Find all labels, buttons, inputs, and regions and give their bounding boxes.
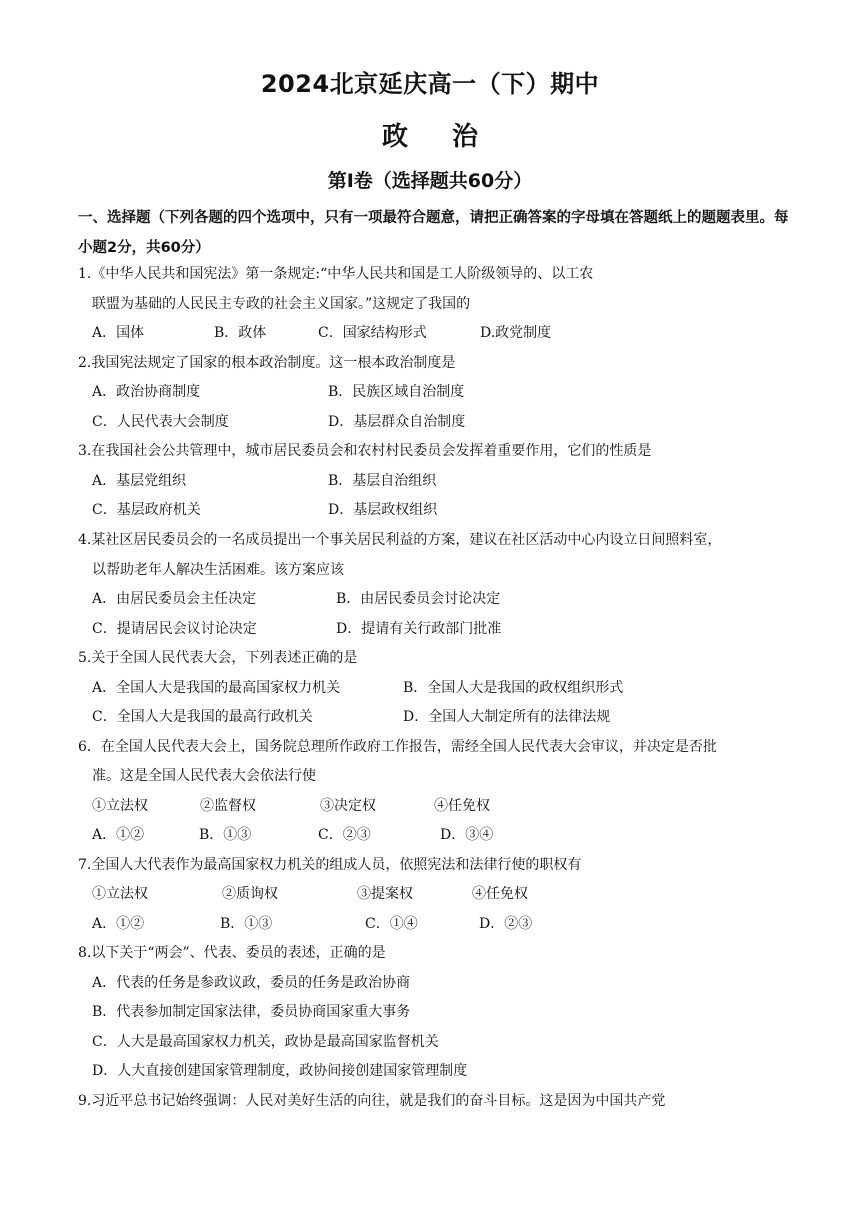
question-5-option-a: A．全国人大是我国的最高国家权力机关 xyxy=(92,680,341,696)
question-8-stem: 8.以下关于“两会”、代表、委员的表述，正确的是 xyxy=(78,945,386,961)
question-4-option-b: B．由居民委员会讨论决定 xyxy=(336,591,501,607)
question-7-item-2: ②质询权 xyxy=(222,886,278,902)
question-4-option-c: C．提请居民会议讨论决定 xyxy=(92,621,257,637)
question-6-item-3: ③决定权 xyxy=(320,798,376,814)
question-8-option-c: C．人大是最高国家权力机关，政协是最高国家监督机关 xyxy=(92,1034,439,1050)
question-4-stem-line-2: 以帮助老年人解决生活困难。该方案应该 xyxy=(92,562,344,578)
question-3-option-a: A．基层党组织 xyxy=(92,473,187,489)
question-2-option-b: B．民族区域自治制度 xyxy=(328,384,465,400)
subject-title: 政治 xyxy=(381,122,522,152)
question-6-stem-line-1: 6．在全国人民代表大会上，国务院总理所作政府工作报告，需经全国人民代表大会审议，并决定是否批 xyxy=(78,739,717,755)
question-1-option-b: B．政体 xyxy=(214,325,267,341)
part-title: 第Ⅰ卷（选择题共60分） xyxy=(327,170,533,192)
question-8-option-a: A．代表的任务是参政议政，委员的任务是政治协商 xyxy=(92,975,411,991)
question-4-option-a: A．由居民委员会主任决定 xyxy=(92,591,257,607)
question-5-stem: 5.关于全国人民代表大会，下列表述正确的是 xyxy=(78,650,358,666)
question-8-option-d: D．人大直接创建国家管理制度，政协间接创建国家管理制度 xyxy=(92,1063,468,1079)
question-4-stem-line-1: 4.某社区居民委员会的一名成员提出一个事关居民利益的方案，建议在社区活动中心内设立日间照料室， xyxy=(78,532,722,548)
question-3-option-d: D．基层政权组织 xyxy=(328,502,438,518)
question-1-option-d: D.政党制度 xyxy=(480,325,552,341)
question-2-option-c: C．人民代表大会制度 xyxy=(92,414,229,430)
question-7-option-c: C．①④ xyxy=(365,916,418,932)
question-5-option-b: B．全国人大是我国的政权组织形式 xyxy=(403,680,624,696)
question-8-option-b: B．代表参加制定国家法律，委员协商国家重大事务 xyxy=(92,1004,411,1020)
question-6-item-4: ④任免权 xyxy=(434,798,490,814)
question-7-item-4: ④任免权 xyxy=(472,886,528,902)
question-3-stem: 3.在我国社会公共管理中，城市居民委员会和农村村民委员会发挥着重要作用，它们的性质是 xyxy=(78,443,652,459)
question-4-option-d: D．提请有关行政部门批准 xyxy=(336,621,502,637)
question-7-option-d: D．②③ xyxy=(479,916,533,932)
section-instructions: 一、选择题（下列各题的四个选项中，只有一项最符合题意，请把正确答案的字母填在答题纸上的题题表里。每小题2分，共60分） xyxy=(78,210,789,256)
question-7-stem: 7.全国人大代表作为最高国家权力机关的组成人员，依照宪法和法律行使的职权有 xyxy=(78,857,582,873)
question-5-option-d: D．全国人大制定所有的法律法规 xyxy=(403,709,611,725)
question-9-stem: 9.习近平总书记始终强调：人民对美好生活的向往，就是我们的奋斗目标。这是因为中国共产党 xyxy=(78,1093,666,1109)
question-6-option-c: C．②③ xyxy=(318,827,371,843)
question-6-option-b: B．①③ xyxy=(199,827,252,843)
question-2-option-d: D．基层群众自治制度 xyxy=(328,414,466,430)
question-7-option-b: B．①③ xyxy=(220,916,273,932)
question-7-option-a: A．①② xyxy=(92,916,145,932)
question-2-stem: 2.我国宪法规定了国家的根本政治制度。这一根本政治制度是 xyxy=(78,355,456,371)
question-6-option-a: A．①② xyxy=(92,827,145,843)
question-1-option-a: A．国体 xyxy=(92,325,145,341)
question-6-stem-line-2: 准。这是全国人民代表大会依法行使 xyxy=(92,768,316,784)
question-7-item-1: ①立法权 xyxy=(92,886,148,902)
question-6-option-d: D．③④ xyxy=(440,827,494,843)
question-1-stem-line-1: 1.《中华人民共和国宪法》第一条规定:“中华人民共和国是工人阶级领导的、以工农 xyxy=(78,266,594,282)
question-3-option-b: B．基层自治组织 xyxy=(328,473,437,489)
question-6-item-1: ①立法权 xyxy=(92,798,148,814)
question-6-item-2: ②监督权 xyxy=(200,798,256,814)
exam-title: 2024北京延庆高一（下）期中 xyxy=(260,70,600,98)
question-3-option-c: C．基层政府机关 xyxy=(92,502,201,518)
question-2-option-a: A．政治协商制度 xyxy=(92,384,201,400)
question-1-stem-line-2: 联盟为基础的人民民主专政的社会主义国家。”这规定了我国的 xyxy=(92,296,471,312)
question-7-item-3: ③提案权 xyxy=(357,886,413,902)
question-5-option-c: C．全国人大是我国的最高行政机关 xyxy=(92,709,313,725)
question-1-option-c: C．国家结构形式 xyxy=(318,325,427,341)
